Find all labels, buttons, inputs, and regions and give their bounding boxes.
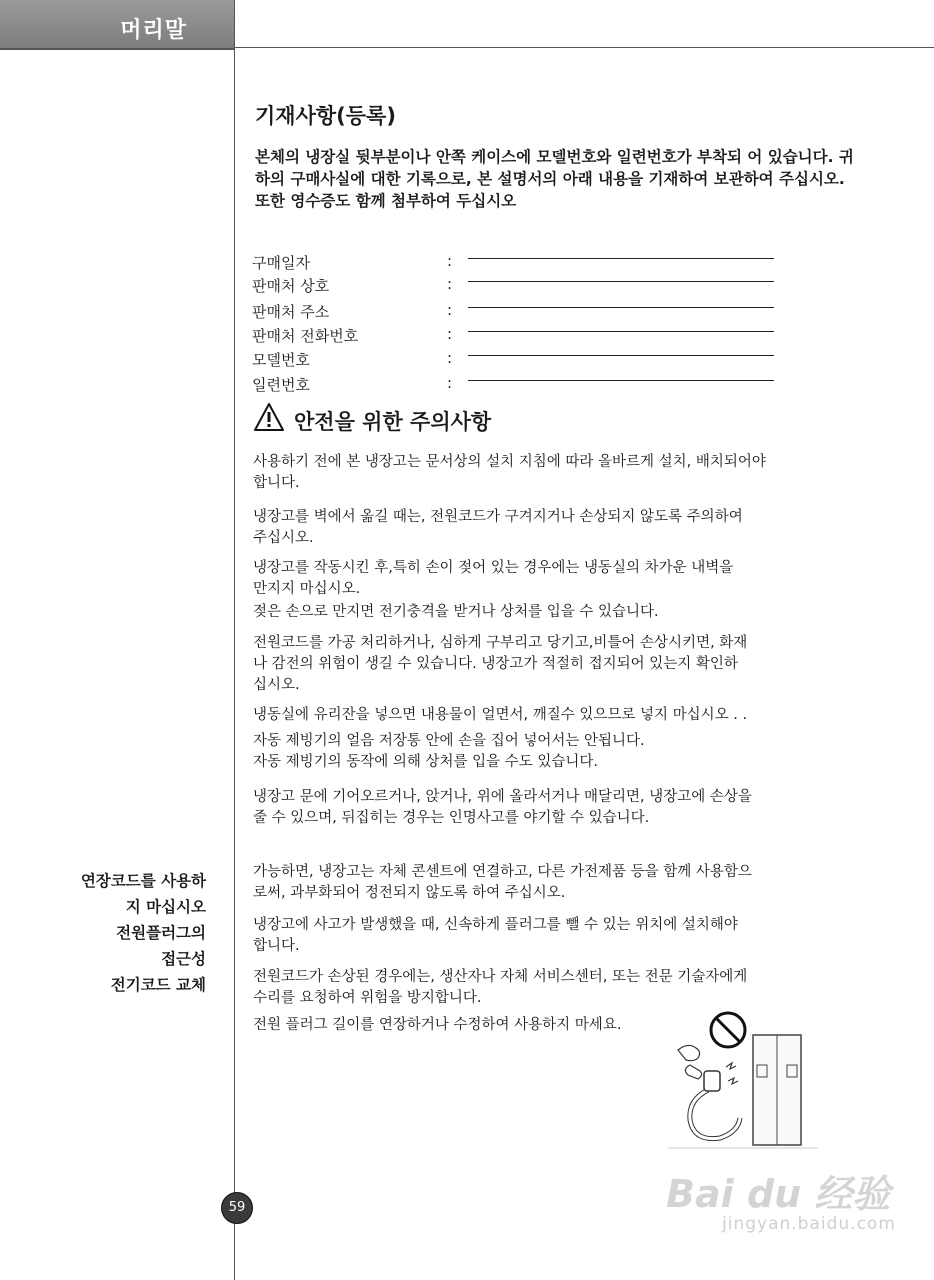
header-rule bbox=[235, 47, 934, 48]
page-number: 59 bbox=[221, 1192, 253, 1224]
field-colon: : bbox=[447, 275, 453, 293]
fill-in-line bbox=[468, 281, 774, 282]
warning-triangle-icon bbox=[253, 402, 285, 432]
field-colon: : bbox=[447, 349, 453, 367]
safety-title: 안전을 위한 주의사항 bbox=[294, 410, 492, 434]
field-serial-number bbox=[252, 372, 792, 396]
field-label: 모델번호 bbox=[252, 351, 310, 369]
fill-in-line bbox=[468, 355, 774, 356]
field-colon: : bbox=[447, 374, 453, 392]
field-label: 일련번호 bbox=[252, 376, 310, 394]
fill-in-line bbox=[468, 258, 774, 259]
field-seller-name bbox=[252, 273, 792, 297]
margin-rule bbox=[234, 0, 235, 1280]
safety-paragraph: 사용하기 전에 본 냉장고는 문서상의 설치 지침에 따라 올바르게 설치, 배치되어야 합니다. bbox=[253, 454, 766, 491]
safety-paragraph: 냉동실에 유리잔을 넣으면 내용물이 얼면서, 깨질수 있으므로 넣지 마십시오 . . bbox=[253, 707, 748, 723]
power-paragraph: 냉장고에 사고가 발생했을 때, 신속하게 플러그를 뺄 수 있는 위치에 설치해야 합니다. bbox=[253, 917, 738, 954]
field-seller-address bbox=[252, 299, 792, 323]
sidebar-line: 전기코드 교체 bbox=[110, 976, 206, 994]
field-colon: : bbox=[447, 252, 453, 270]
fill-in-line bbox=[468, 307, 774, 308]
safety-paragraph: 전원코드를 가공 처리하거나, 심하게 구부리고 당기고,비틀어 손상시키면, 화재 나 감전의 위험이 생길 수 있습니다. 냉장고가 적절히 접지되어 있는지 확인하 십시오. bbox=[253, 635, 748, 693]
field-label: 판매처 전화번호 bbox=[252, 327, 359, 345]
sidebar-line: 접근성 bbox=[161, 950, 206, 968]
record-intro: 본체의 냉장실 뒷부분이나 안쪽 케이스에 모델번호와 일련번호가 부착되 어 있습니다. 귀하의 구매사실에 대한 기록으로, 본 설명서의 아래 내용을 기재하여 보관하여 주십시오. 또한 영수증도 함께 첨부하여 두십시오 bbox=[255, 148, 854, 210]
safety-paragraph: 냉장고를 벽에서 옮길 때는, 전원코드가 구겨지거나 손상되지 않도록 주의하여 주십시오. bbox=[253, 509, 743, 546]
field-seller-phone bbox=[252, 323, 792, 347]
safety-paragraph: 냉장고를 작동시킨 후,특히 손이 젖어 있는 경우에는 냉동실의 차가운 내벽을 만지지 마십시오. bbox=[253, 560, 734, 597]
field-label: 구매일자 bbox=[252, 254, 310, 272]
section-label: 머리말 bbox=[120, 18, 187, 43]
no-symbol-icon bbox=[711, 1013, 745, 1047]
safety-paragraph: 자동 제빙기의 얼음 저장통 안에 손을 집어 넣어서는 안됩니다. 자동 제빙기의 동작에 의해 상처를 입을 수도 있습니다. bbox=[253, 733, 645, 770]
safety-paragraph: 냉장고 문에 기어오르거나, 앉거나, 위에 올라서거나 매달리면, 냉장고에 손상을 줄 수 있으며, 뒤집히는 경우는 인명사고를 야기할 수 있습니다. bbox=[253, 789, 752, 826]
watermark-logo: Bai du 经验 bbox=[666, 1172, 891, 1216]
field-label: 판매처 주소 bbox=[252, 303, 330, 321]
field-colon: : bbox=[447, 301, 453, 319]
section-tab bbox=[0, 0, 235, 50]
sidebar-line: 연장코드를 사용하 bbox=[80, 872, 206, 890]
field-colon: : bbox=[447, 325, 453, 343]
fill-in-line bbox=[468, 331, 774, 332]
field-purchase-date bbox=[252, 250, 792, 274]
plug-illustration bbox=[668, 1005, 818, 1155]
sidebar-line: 전원플러그의 bbox=[116, 924, 206, 942]
safety-paragraph: 젖은 손으로 만지면 전기충격을 받거나 상처를 입을 수 있습니다. bbox=[253, 604, 659, 620]
sidebar-headings bbox=[81, 868, 206, 998]
field-model-number bbox=[252, 347, 792, 371]
record-title: 기재사항(등록) bbox=[255, 104, 396, 128]
watermark-url: jingyan.baidu.com bbox=[722, 1214, 896, 1234]
sidebar-line: 지 마십시오 bbox=[125, 898, 206, 916]
power-paragraph: 전원코드가 손상된 경우에는, 생산자나 자체 서비스센터, 또는 전문 기술자에게 수리를 요청하여 위험을 방지합니다. bbox=[253, 969, 748, 1006]
power-paragraph: 전원 플러그 길이를 연장하거나 수정하여 사용하지 마세요. bbox=[253, 1017, 622, 1033]
field-label: 판매처 상호 bbox=[252, 277, 330, 295]
power-paragraph: 가능하면, 냉장고는 자체 콘센트에 연결하고, 다른 가전제품 등을 함께 사용함으 로써, 과부화되어 정전되지 않도록 하여 주십시오. bbox=[253, 864, 752, 901]
fill-in-line bbox=[468, 380, 774, 381]
